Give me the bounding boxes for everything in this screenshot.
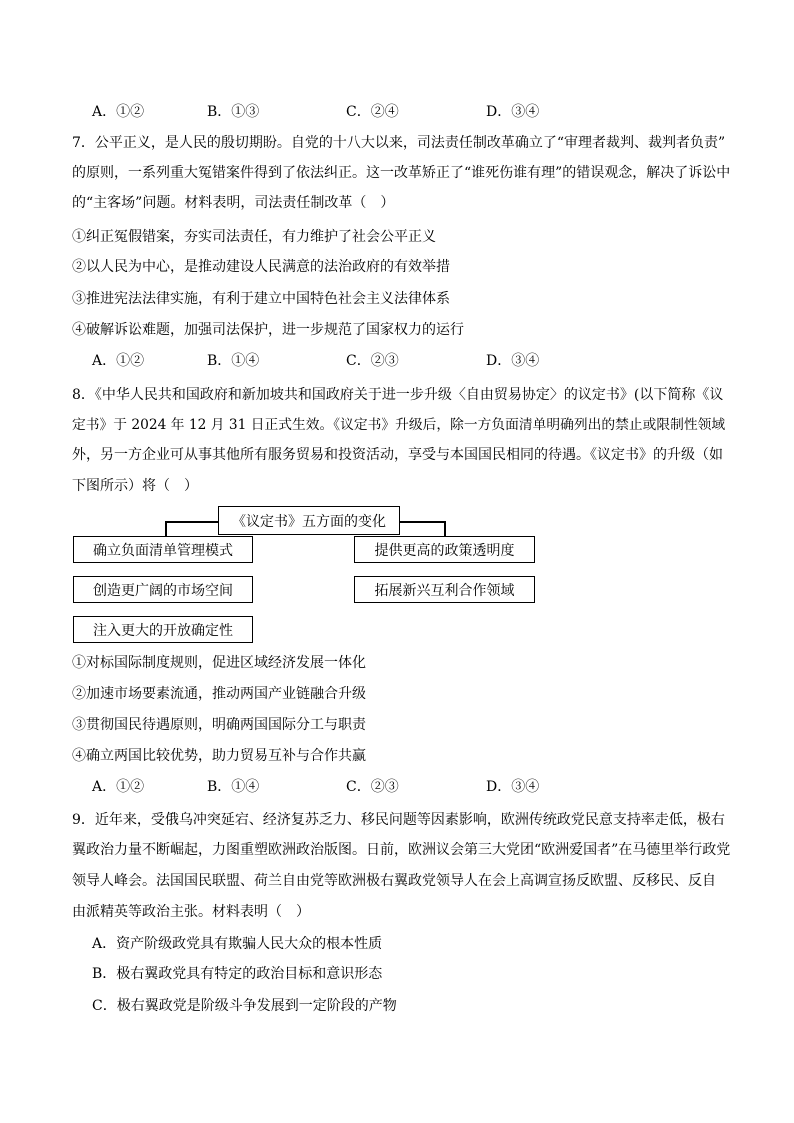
diagram-left-box-3: 注入更大的开放确定性 [73,616,253,643]
q8-option-c[interactable]: C．②③ [346,779,399,795]
diagram-title-box: 《议定书》五方面的变化 [218,506,400,535]
q9-stem-line-3: 领导人峰会。法国国民联盟、荷兰自由党等欧洲极右翼政党领导人在会上高调宣扬反欧盟、反移民、反自 [72,873,716,889]
q9-option-a[interactable]: A．资产阶级政党具有欺骗人民大众的根本性质 [92,936,383,952]
q7-statement-2: ②以人民为中心，是推动建设人民满意的法治政府的有效举措 [72,259,450,275]
diagram-left-box-1: 确立负面清单管理模式 [73,536,253,563]
q8-stem-line-2: 定书》于 2024 年 12 月 31 日正式生效。《议定书》升级后，除一方负面清单明确列出的禁止或限制性领域 [72,417,726,433]
q9-stem-line-4: 由派精英等政治主张。材料表明（ ） [72,904,310,920]
q7-stem-line-1: 7．公平正义，是人民的殷切期盼。自党的十八大以来，司法责任制改革确立了“审理者裁判、裁判者负责” [72,135,726,151]
q7-option-d[interactable]: D．③④ [486,353,540,369]
q7-option-a[interactable]: A．①② [92,353,145,369]
q9-option-c[interactable]: C．极右翼政党是阶级斗争发展到一定阶段的产物 [92,998,397,1014]
q9-stem-line-2: 翼政治力量不断崛起，力图重塑欧洲政治版图。日前，欧洲议会第三大党团“欧洲爱国者”在马德里举行政党 [72,842,731,858]
q8-stem-line-3: 外，另一方企业可从事其他所有服务贸易和投资活动，享受与本国国民相同的待遇。《议定书》的升级（如 [72,447,723,463]
q7-stem-line-2: 的原则，一系列重大冤错案件得到了依法纠正。这一改革矫正了“谁死伤谁有理”的错误观念，解决了诉讼中 [72,165,731,181]
q8-statement-2: ②加速市场要素流通，推动两国产业链融合升级 [72,686,366,702]
q6-option-d[interactable]: D．③④ [486,104,540,120]
q7-statement-4: ④破解诉讼难题，加强司法保护，进一步规范了国家权力的运行 [72,322,464,338]
q7-statement-1: ①纠正冤假错案，夯实司法责任，有力维护了社会公平正义 [72,229,436,245]
q9-option-b[interactable]: B．极右翼政党具有特定的政治目标和意识形态 [92,966,383,982]
q8-option-b[interactable]: B．①④ [207,779,260,795]
diagram-left-box-2: 创造更广阔的市场空间 [73,576,253,603]
q7-option-c[interactable]: C．②③ [346,353,399,369]
q8-option-d[interactable]: D．③④ [486,779,540,795]
q8-stem-line-4: 下图所示）将（ ） [72,478,198,494]
diagram-right-box-2: 拓展新兴互利合作领域 [354,576,535,603]
q9-stem-line-1: 9．近年来，受俄乌冲突延宕、经济复苏乏力、移民问题等因素影响，欧洲传统政党民意支持率走低，极右 [72,812,725,828]
diagram-right-box-1: 提供更高的政策透明度 [354,536,535,563]
q6-option-a[interactable]: A．①② [92,104,145,120]
q8-stem-line-1: 8．《中华人民共和国政府和新加坡共和国政府关于进一步升级〈自由贸易协定〉的议定书》(以下简称《议 [72,387,724,403]
connector-left-drop [165,521,167,536]
connector-title-right [400,521,445,523]
q8-statement-3: ③贯彻国民待遇原则，明确两国国际分工与职责 [72,717,366,733]
q6-option-b[interactable]: B．①③ [207,104,260,120]
q7-stem-line-3: 的“主客场”问题。材料表明，司法责任制改革（ ） [72,195,395,211]
q7-option-b[interactable]: B．①④ [207,353,260,369]
q7-statement-3: ③推进宪法法律实施，有利于建立中国特色社会主义法律体系 [72,291,450,307]
connector-right-drop [444,521,446,536]
q8-option-a[interactable]: A．①② [92,779,145,795]
q8-statement-1: ①对标国际制度规则，促进区域经济发展一体化 [72,655,366,671]
connector-title-left [165,521,218,523]
q8-statement-4: ④确立两国比较优势，助力贸易互补与合作共赢 [72,748,366,764]
q6-option-c[interactable]: C．②④ [346,104,399,120]
